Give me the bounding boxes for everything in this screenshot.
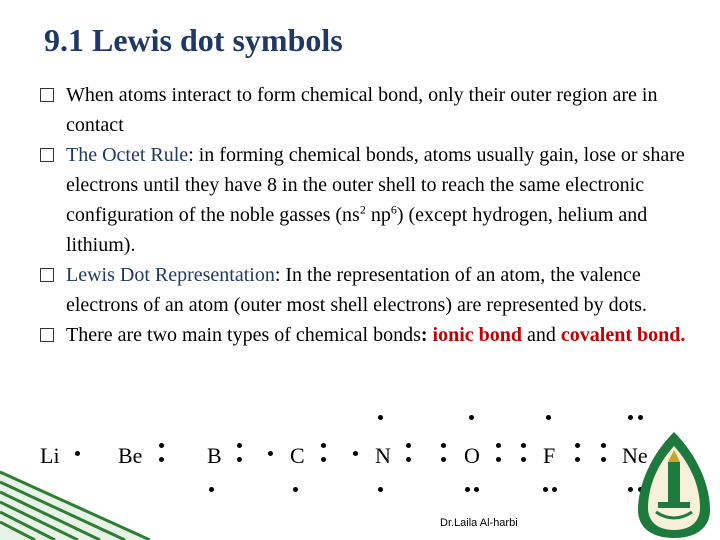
electron-dot: [601, 457, 606, 462]
electron-dot: [321, 457, 326, 462]
bullet-text: : In the representation of an atom, the valence electrons of an atom (outer most shell electrons) are represented by dots.: [66, 264, 647, 316]
electron-dot: [552, 487, 557, 492]
electron-dot: [378, 415, 383, 420]
covalent-bond-term: covalent bond.: [560, 324, 686, 346]
square-bullet-icon: [40, 88, 54, 102]
slide-title: 9.1 Lewis dot symbols: [44, 22, 343, 58]
electron-dot: [406, 443, 411, 448]
bullet-text: : in forming chemical bonds, atoms usually gain, lose or share electrons until they have 8 in the outer shell to reach the same electronic configuration of the noble gasses (ns: [66, 144, 685, 226]
bullet-colon: :: [420, 324, 433, 346]
electron-dot: [406, 457, 411, 462]
electron-dot: [237, 443, 242, 448]
electron-dot: [209, 487, 214, 492]
octet-rule-term: The Octet Rule: [66, 144, 189, 166]
electron-dot: [159, 443, 164, 448]
bullet-text: When atoms interact to form chemical bond, only their outer region are in contact: [66, 84, 658, 136]
bullet-item: [40, 80, 705, 140]
electron-dot: [353, 451, 358, 456]
electron-dot: [441, 443, 446, 448]
element-symbol-o: O: [464, 443, 480, 468]
electron-dot: [546, 415, 551, 420]
square-bullet-icon: [40, 268, 54, 282]
electron-dot: [474, 487, 479, 492]
element-symbol-f: F: [543, 443, 556, 468]
electron-dot: [293, 487, 298, 492]
electron-dot: [521, 443, 526, 448]
bullet-item: [40, 260, 705, 320]
bullet-list: [40, 80, 705, 350]
bullet-text: np: [365, 204, 391, 226]
element-symbol-n: N: [375, 443, 391, 468]
electron-dot: [543, 487, 548, 492]
square-bullet-icon: [40, 148, 54, 162]
element-symbol-c: C: [290, 443, 305, 468]
ionic-bond-term: ionic bond: [432, 324, 523, 346]
electron-dot: [378, 487, 383, 492]
square-bullet-icon: [40, 328, 54, 342]
electron-dot: [496, 457, 501, 462]
element-symbol-li: Li: [40, 443, 60, 468]
superscript: 6: [390, 202, 397, 217]
electron-dot: [321, 443, 326, 448]
author-credit: Dr.Laila Al-harbi: [440, 517, 518, 529]
electron-dot: [628, 415, 633, 420]
bullet-item: [40, 320, 705, 350]
electron-dot: [268, 451, 273, 456]
electron-dot: [496, 443, 501, 448]
electron-dot: [237, 457, 242, 462]
superscript: 2: [359, 202, 366, 217]
electron-dot: [469, 415, 474, 420]
electron-dot: [575, 443, 580, 448]
element-symbol-be: Be: [118, 443, 143, 468]
electron-dot: [575, 457, 580, 462]
electron-dot: [638, 415, 643, 420]
element-symbol-ne: Ne: [622, 443, 648, 468]
electron-dot: [465, 487, 470, 492]
bullet-text: and: [522, 324, 561, 346]
bullet-text: There are two main types of chemical bonds: [66, 324, 421, 346]
electron-dot: [75, 451, 80, 456]
decorative-stripes: [0, 470, 150, 540]
bullet-item: [40, 140, 705, 260]
element-symbol-b: B: [207, 443, 222, 468]
electron-dot: [521, 457, 526, 462]
electron-dot: [441, 457, 446, 462]
university-logo-icon: [628, 428, 720, 540]
bullet-text: ) (except hydrogen, helium and lithium).: [66, 204, 648, 256]
electron-dot: [159, 457, 164, 462]
lewis-dot-term: Lewis Dot Representation: [66, 264, 275, 286]
electron-dot: [601, 443, 606, 448]
